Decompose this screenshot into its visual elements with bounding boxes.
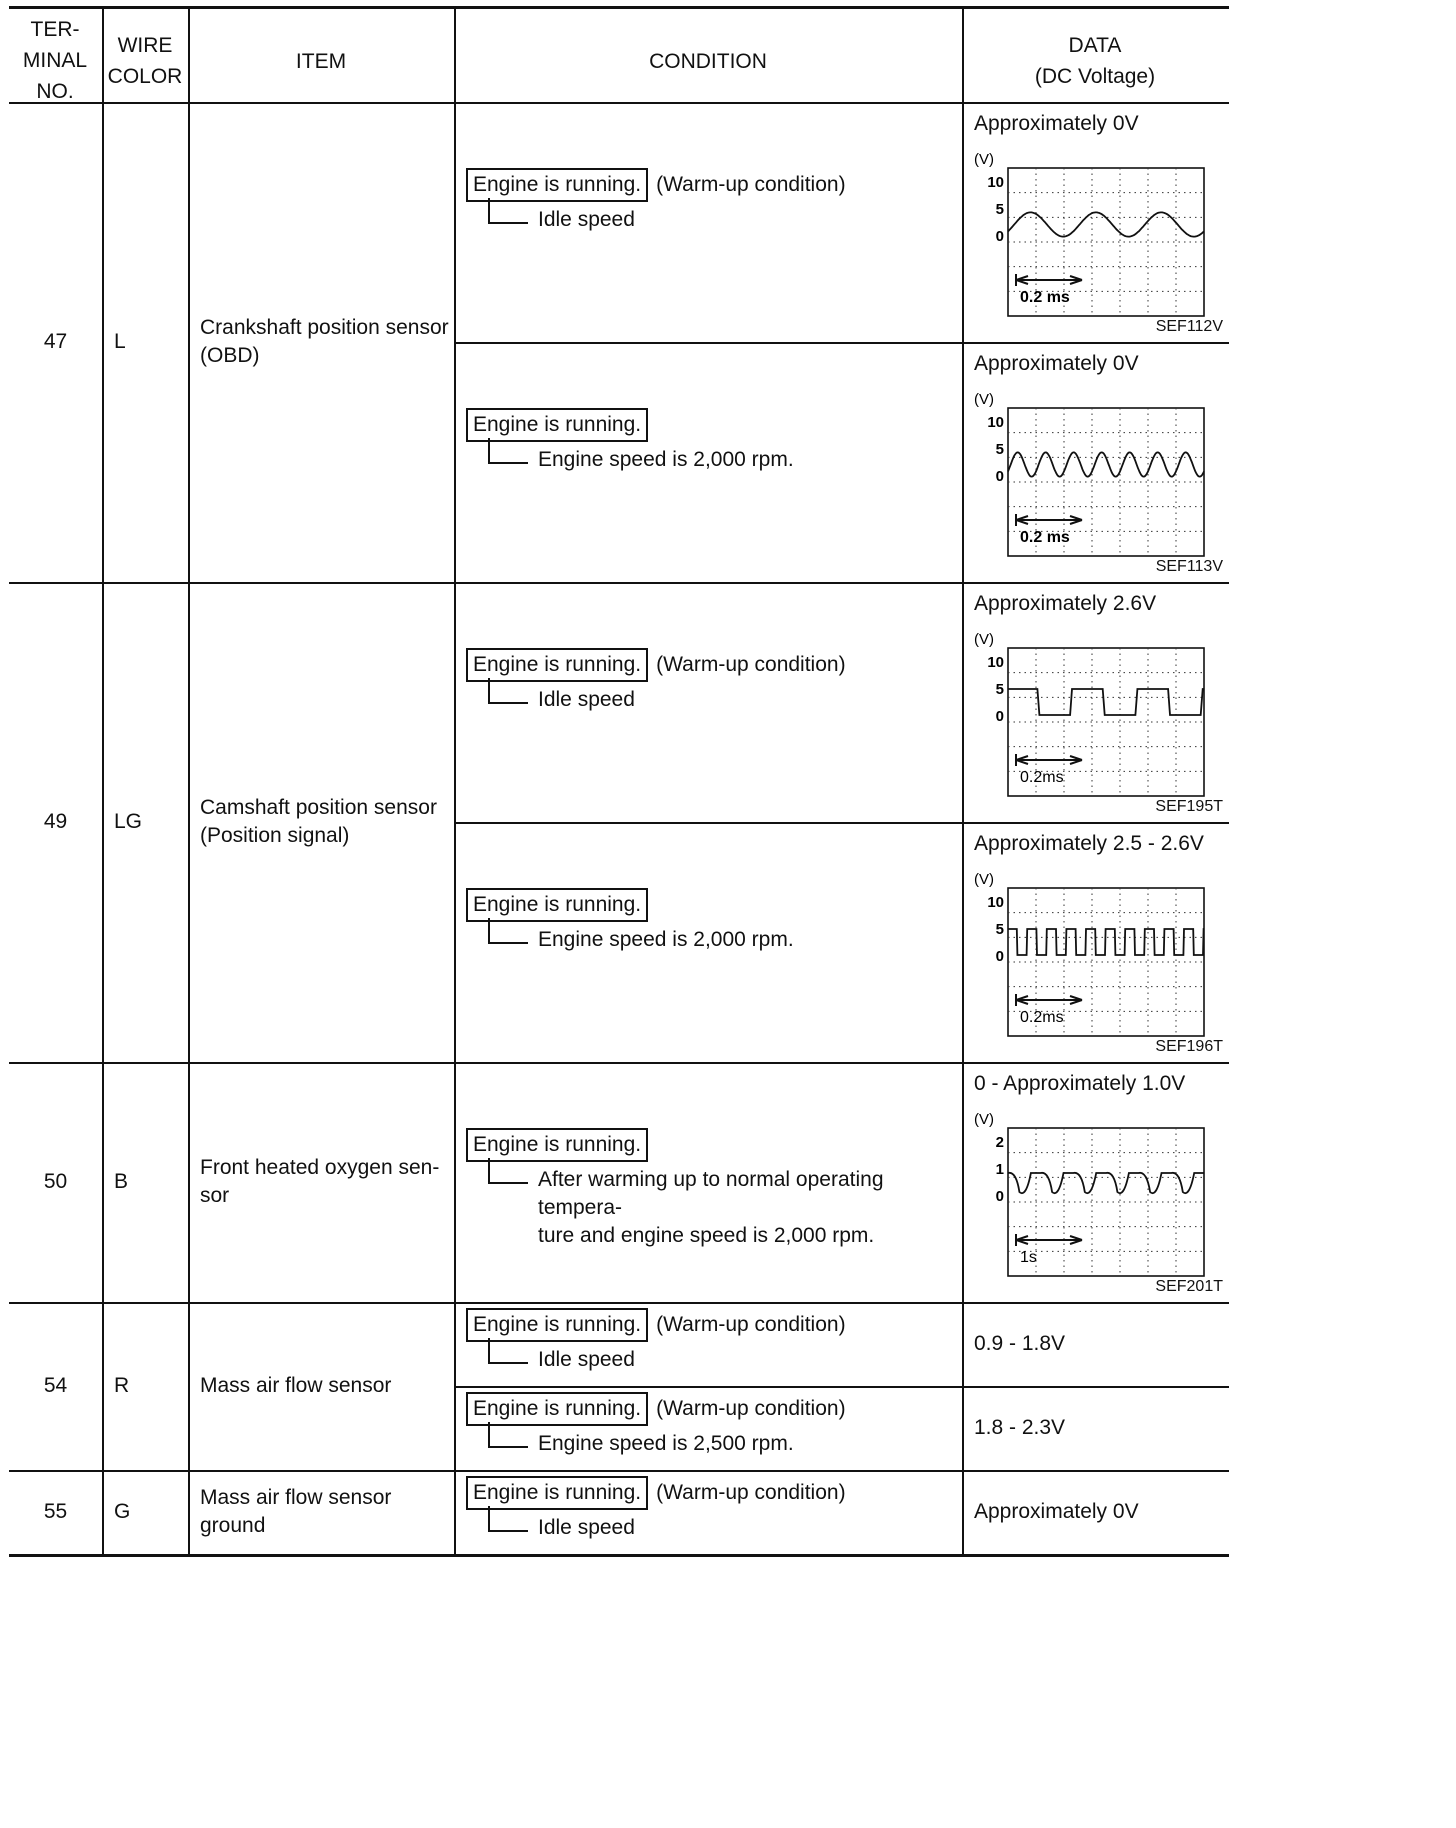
condition-state [466, 1128, 954, 1162]
header-item: ITEM [295, 50, 347, 73]
scope-y-tick: 10 [987, 654, 1004, 671]
oscilloscope [974, 1108, 1214, 1285]
condition-box: Engine is running. [466, 1476, 648, 1510]
condition-state [466, 1392, 954, 1426]
header-terminal-no: TER- MINAL NO. [22, 18, 88, 103]
condition-detail [466, 682, 954, 714]
column-divider [188, 6, 190, 1554]
row-divider [9, 1554, 1229, 1557]
condition-detail-line: Idle speed [538, 1516, 635, 1539]
scope-time-label: 0.2 ms [1020, 529, 1070, 546]
item-description [200, 582, 452, 1062]
scope-time-label: 0.2ms [1020, 769, 1064, 786]
scope-time-arrow [1016, 994, 1082, 1006]
condition-box: Engine is running. [466, 1308, 648, 1342]
condition-detail [466, 922, 954, 954]
figure-code: SEF196T [1155, 1038, 1223, 1055]
item-description [200, 102, 452, 582]
scope-y-tick: 0 [995, 468, 1004, 485]
item-line: Mass air flow sensor [200, 1486, 392, 1509]
condition-detail-line: After warming up to normal operating tempera- [538, 1168, 884, 1219]
header-data: DATA (DC Voltage) [1034, 34, 1156, 88]
item-line: (OBD) [200, 344, 260, 367]
scope-y-tick: 10 [987, 894, 1004, 911]
scope-time-arrow [1016, 514, 1082, 526]
scope-y-tick: 5 [995, 441, 1004, 458]
condition-detail-text [538, 922, 794, 954]
row-divider [454, 1386, 1229, 1388]
condition-block [466, 1308, 954, 1374]
condition-state [466, 648, 954, 682]
condition-state [466, 408, 954, 442]
scope-trace [1008, 1173, 1204, 1193]
terminal-number: 47 [43, 330, 68, 353]
bracket-connector [488, 438, 528, 464]
condition-detail-text [538, 1510, 635, 1542]
condition-state [466, 888, 954, 922]
condition-box: Engine is running. [466, 888, 648, 922]
scope-y-tick: 0 [995, 948, 1004, 965]
condition-detail-line: Idle speed [538, 208, 635, 231]
condition-block [466, 1392, 954, 1458]
column-divider [962, 6, 964, 1554]
condition-extra: (Warm-up condition) [656, 173, 846, 196]
condition-box: Engine is running. [466, 1128, 648, 1162]
row-divider [9, 582, 1229, 584]
data-value: 0.9 - 1.8V [974, 1332, 1066, 1355]
row-divider [454, 342, 1229, 344]
bracket-connector [488, 918, 528, 944]
data-value: Approximately 0V [974, 352, 1139, 375]
data-value: Approximately 2.6V [974, 592, 1157, 615]
condition-detail-text [538, 1162, 954, 1250]
condition-extra: (Warm-up condition) [656, 1397, 846, 1420]
condition-detail-line: ture and engine speed is 2,000 rpm. [538, 1224, 875, 1247]
oscilloscope [974, 388, 1214, 565]
item-line: (Position signal) [200, 824, 350, 847]
figure-code: SEF195T [1155, 798, 1223, 815]
scope-time-arrow [1016, 754, 1082, 766]
column-divider [102, 6, 104, 1554]
data-value: Approximately 0V [974, 112, 1139, 135]
header-wire-color: WIRE COLOR [107, 34, 183, 88]
scope-time-label: 0.2ms [1020, 1009, 1064, 1026]
scope-y-tick: 5 [995, 681, 1004, 698]
scope-y-tick: 10 [987, 414, 1004, 431]
row-divider [9, 1470, 1229, 1472]
condition-box: Engine is running. [466, 408, 648, 442]
condition-box: Engine is running. [466, 1392, 648, 1426]
scope-trace [1008, 689, 1204, 715]
scope-unit-label: (V) [974, 871, 994, 888]
row-divider [9, 1062, 1229, 1064]
data-value: Approximately 0V [974, 1500, 1139, 1523]
terminal-data-table [9, 6, 1445, 1824]
condition-detail-line: Idle speed [538, 688, 635, 711]
condition-box: Engine is running. [466, 648, 648, 682]
oscilloscope [974, 868, 1214, 1045]
condition-detail-text [538, 442, 794, 474]
scope-y-tick: 5 [995, 921, 1004, 938]
item-description [200, 1062, 452, 1302]
item-line: Crankshaft position sensor [200, 316, 449, 339]
condition-detail [466, 1342, 954, 1374]
row-divider [454, 822, 1229, 824]
wire-color: G [114, 1500, 131, 1523]
item-description [200, 1470, 452, 1554]
condition-detail [466, 1510, 954, 1542]
condition-detail-line: Engine speed is 2,500 rpm. [538, 1432, 794, 1455]
scope-y-tick: 1 [995, 1161, 1004, 1178]
row-divider [9, 102, 1229, 104]
bracket-connector [488, 198, 528, 224]
condition-detail-text [538, 1342, 635, 1374]
oscilloscope-waveform [974, 868, 1214, 1040]
condition-detail [466, 1162, 954, 1250]
wire-color: B [114, 1170, 129, 1193]
item-lines [200, 794, 437, 850]
condition-detail [466, 1426, 954, 1458]
condition-state [466, 168, 954, 202]
oscilloscope [974, 148, 1214, 325]
wire-color: R [114, 1374, 130, 1397]
condition-extra: (Warm-up condition) [656, 1481, 846, 1504]
scope-y-tick: 10 [987, 174, 1004, 191]
item-line: sor [200, 1184, 230, 1207]
condition-detail-line: Engine speed is 2,000 rpm. [538, 928, 794, 951]
condition-block [466, 648, 954, 714]
oscilloscope-waveform [974, 628, 1214, 800]
scope-trace [1008, 929, 1204, 955]
wire-color: L [114, 330, 126, 353]
data-value: 0 - Approximately 1.0V [974, 1072, 1186, 1095]
data-value: Approximately 2.5 - 2.6V [974, 832, 1204, 855]
scope-unit-label: (V) [974, 1111, 994, 1128]
bracket-connector [488, 1338, 528, 1364]
figure-code: SEF113V [1155, 558, 1223, 575]
item-lines [200, 1372, 391, 1400]
scope-unit-label: (V) [974, 631, 994, 648]
item-line: Front heated oxygen sen- [200, 1156, 440, 1179]
scope-time-label: 1s [1020, 1249, 1037, 1266]
condition-detail-text [538, 682, 635, 714]
condition-block [466, 888, 954, 954]
condition-detail-text [538, 1426, 794, 1458]
oscilloscope [974, 628, 1214, 805]
condition-box: Engine is running. [466, 168, 648, 202]
condition-state [466, 1308, 954, 1342]
item-lines [200, 1484, 391, 1540]
item-lines [200, 314, 449, 370]
wire-color: LG [114, 810, 143, 833]
terminal-number: 50 [43, 1170, 68, 1193]
oscilloscope-waveform [974, 1108, 1214, 1280]
column-divider [454, 6, 456, 1554]
scope-y-tick: 0 [995, 1188, 1004, 1205]
condition-state [466, 1476, 954, 1510]
terminal-number: 55 [43, 1500, 68, 1523]
item-line: Mass air flow sensor [200, 1374, 392, 1397]
bracket-connector [488, 1506, 528, 1532]
condition-detail [466, 442, 954, 474]
scope-unit-label: (V) [974, 151, 994, 168]
terminal-number: 54 [43, 1374, 68, 1397]
scope-time-arrow [1016, 1234, 1082, 1246]
scope-y-tick: 5 [995, 201, 1004, 218]
row-divider [9, 1302, 1229, 1304]
bracket-connector [488, 678, 528, 704]
item-line: ground [200, 1514, 266, 1537]
item-description [200, 1302, 452, 1470]
scope-frame [1008, 1128, 1204, 1276]
condition-detail [466, 202, 954, 234]
item-line: Camshaft position sensor [200, 796, 437, 819]
scope-trace [1008, 212, 1204, 236]
figure-code: SEF201T [1155, 1278, 1223, 1295]
scope-y-tick: 2 [995, 1134, 1004, 1151]
scope-y-tick: 0 [995, 708, 1004, 725]
condition-block [466, 1476, 954, 1542]
condition-block [466, 1128, 954, 1250]
scope-unit-label: (V) [974, 391, 994, 408]
scope-trace [1008, 452, 1204, 476]
bracket-connector [488, 1158, 528, 1184]
condition-extra: (Warm-up condition) [656, 1313, 846, 1336]
oscilloscope-waveform [974, 148, 1214, 320]
condition-detail-text [538, 202, 635, 234]
bracket-connector [488, 1422, 528, 1448]
condition-extra: (Warm-up condition) [656, 653, 846, 676]
terminal-number: 49 [43, 810, 68, 833]
scope-time-label: 0.2 ms [1020, 289, 1070, 306]
data-value: 1.8 - 2.3V [974, 1416, 1066, 1439]
figure-code: SEF112V [1155, 318, 1223, 335]
item-lines [200, 1154, 439, 1210]
condition-block [466, 408, 954, 474]
row-divider [9, 6, 1229, 9]
scope-y-tick: 0 [995, 228, 1004, 245]
oscilloscope-waveform [974, 388, 1214, 560]
scope-time-arrow [1016, 274, 1082, 286]
header-condition: CONDITION [649, 50, 767, 73]
condition-block [466, 168, 954, 234]
condition-detail-line: Engine speed is 2,000 rpm. [538, 448, 794, 471]
condition-detail-line: Idle speed [538, 1348, 635, 1371]
